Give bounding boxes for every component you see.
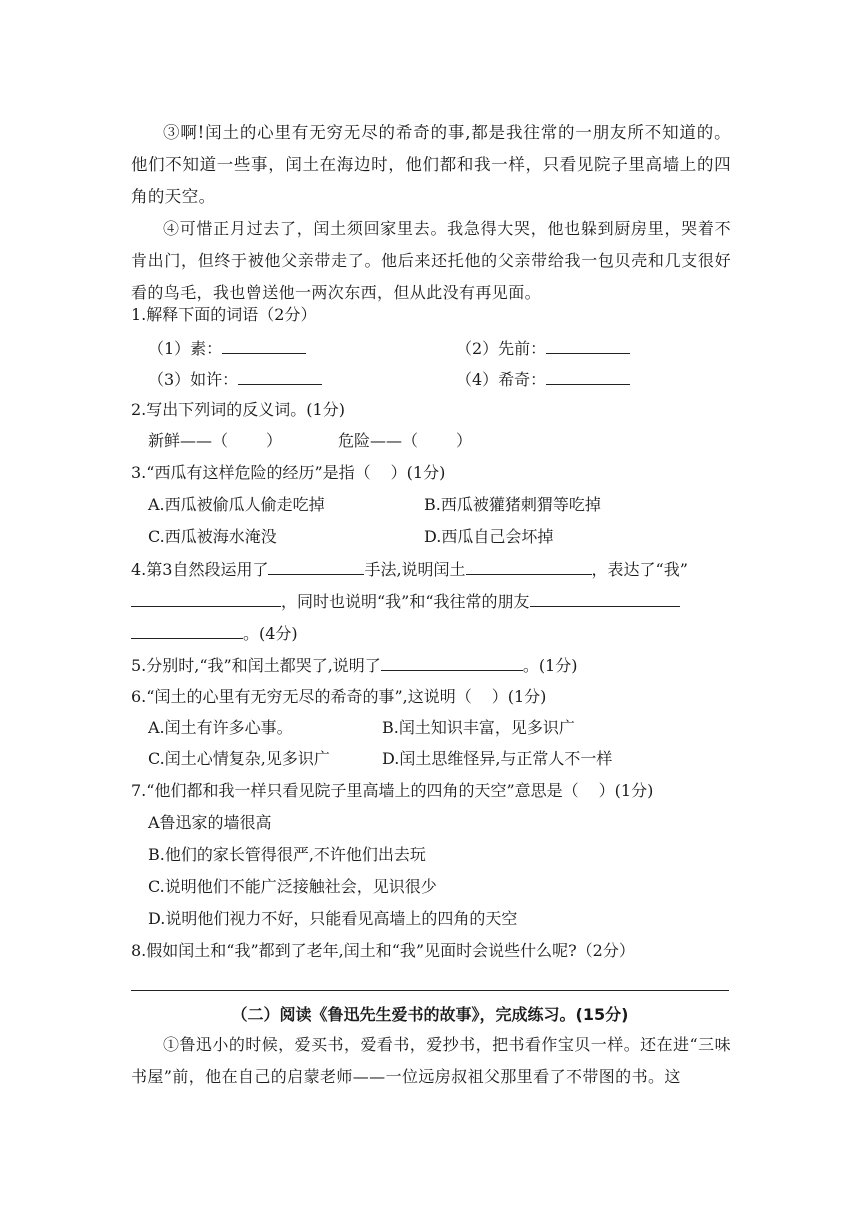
question-2-stem: 2.写出下列词的反义词。(1分) [131,400,345,419]
question-6-option-d: D.闰土思维怪异,与正常人不一样 [382,749,613,768]
answer-blank[interactable] [268,558,364,575]
stem-score: ）(1分) [491,687,547,706]
question-1-item-3 [148,368,322,391]
question-3-option-a: A.西瓜被偷瓜人偷走吃掉 [148,495,325,514]
question-1-item-4 [456,368,630,391]
question-7-stem [131,780,653,802]
question-4-line-1 [131,558,688,581]
answer-blank[interactable] [546,337,630,354]
question-3-option-b: B.西瓜被獾猪刺猬等吃掉 [424,495,601,514]
stem-score: ）(1分) [598,781,654,800]
q5-text-1: 5.分别时,“我”和闰土都哭了,说明了 [131,656,381,675]
stem-text: 3.“西瓜有这样危险的经历”是指（ [131,463,371,482]
answer-blank[interactable] [381,654,523,671]
section-2-paragraph-1: ①鲁迅小的时候，爱买书，爱看书，爱抄书，把书看作宝贝一样。还在进“三味书屋”前，他在自己的启蒙老师——一位远房叔祖父那里看了不带图的书。这 [131,1035,731,1086]
passage-paragraph-3: ③啊!闰土的心里有无穷无尽的希奇的事,都是我往常的一朋友所不知道的。他们不知道一些事，闰土在海边时，他们都和我一样，只看见院子里高墙上的四角的天空。 [131,123,731,206]
paren-close: ） [266,431,283,450]
stem-text: 7.“他们都和我一样只看见院子里高墙上的四角的天空”意思是（ [131,781,579,800]
item-label: （4）希奇： [456,370,547,389]
question-1-stem: 1.解释下面的词语（2分） [131,305,317,324]
word-label: 新鲜——（ [148,431,229,450]
question-8-stem: 8.假如闰土和“我”都到了老年,闰土和“我”见面时会说些什么呢?（2分） [131,941,635,960]
question-4-line-2 [131,590,680,613]
passage-paragraph-4: ④可惜正月过去了，闰土须回家里去。我急得大哭，他也躲到厨房里，哭着不肯出门，但终于被他父亲带走了。他后来还托他的父亲带给我一包贝壳和几支很好看的鸟毛，我也曾送他一两次东西，但从此没有再见面。 [131,219,731,302]
item-label: （3）如许： [148,370,239,389]
section-2-title: （二）阅读《鲁迅先生爱书的故事》，完成练习。(15分) [231,1005,629,1024]
q5-text-2: 。(1分) [522,656,578,675]
answer-blank[interactable] [530,590,680,607]
question-7-option-a: A鲁迅家的墙很高 [148,813,272,832]
question-6-option-a: A.闰土有许多心事。 [148,718,293,737]
question-3-stem [131,462,445,484]
answer-blank[interactable] [466,558,592,575]
question-6-stem [131,686,546,708]
paren-close: ） [456,431,473,450]
question-7-option-d: D.说明他们视力不好，只能看见高墙上的四角的天空 [148,909,518,928]
question-2-antonym-a [148,430,282,452]
question-6-option-b: B.闰土知识丰富，见多识广 [382,718,575,737]
answer-blank[interactable] [131,622,243,639]
question-6-option-c: C.闰土心情复杂,见多识广 [148,749,330,768]
q4-text-3: ，表达了“我” [591,560,688,579]
question-3-option-d: D.西瓜自己会坏掉 [424,527,554,546]
stem-text: 6.“闰土的心里有无穷无尽的希奇的事”,这说明（ [131,687,472,706]
question-7-option-c: C.说明他们不能广泛接触社会，见识很少 [148,877,437,896]
question-5 [131,654,577,677]
word-label: 危险——（ [338,431,419,450]
q4-text-4: ，同时也说明“我”和“我往常的朋友 [281,592,530,611]
answer-blank[interactable] [222,337,306,354]
q4-text-1: 4.第3自然段运用了 [131,560,269,579]
question-1-item-1 [148,337,306,360]
q4-text-2: 手法,说明闰土 [364,560,466,579]
question-7-option-b: B.他们的家长管得很严,不许他们出去玩 [148,845,426,864]
question-2-antonym-b [338,430,472,452]
item-label: （1）素： [148,339,223,358]
section-divider [131,990,729,991]
q4-text-5: 。(4分) [243,624,298,643]
answer-blank[interactable] [131,590,281,607]
answer-blank[interactable] [546,368,630,385]
question-3-option-c: C.西瓜被海水淹没 [148,527,277,546]
question-4-line-3 [131,622,298,645]
stem-score: ）(1分) [390,463,446,482]
answer-blank[interactable] [238,368,322,385]
item-label: （2）先前： [456,339,547,358]
question-1-item-2 [456,337,630,360]
